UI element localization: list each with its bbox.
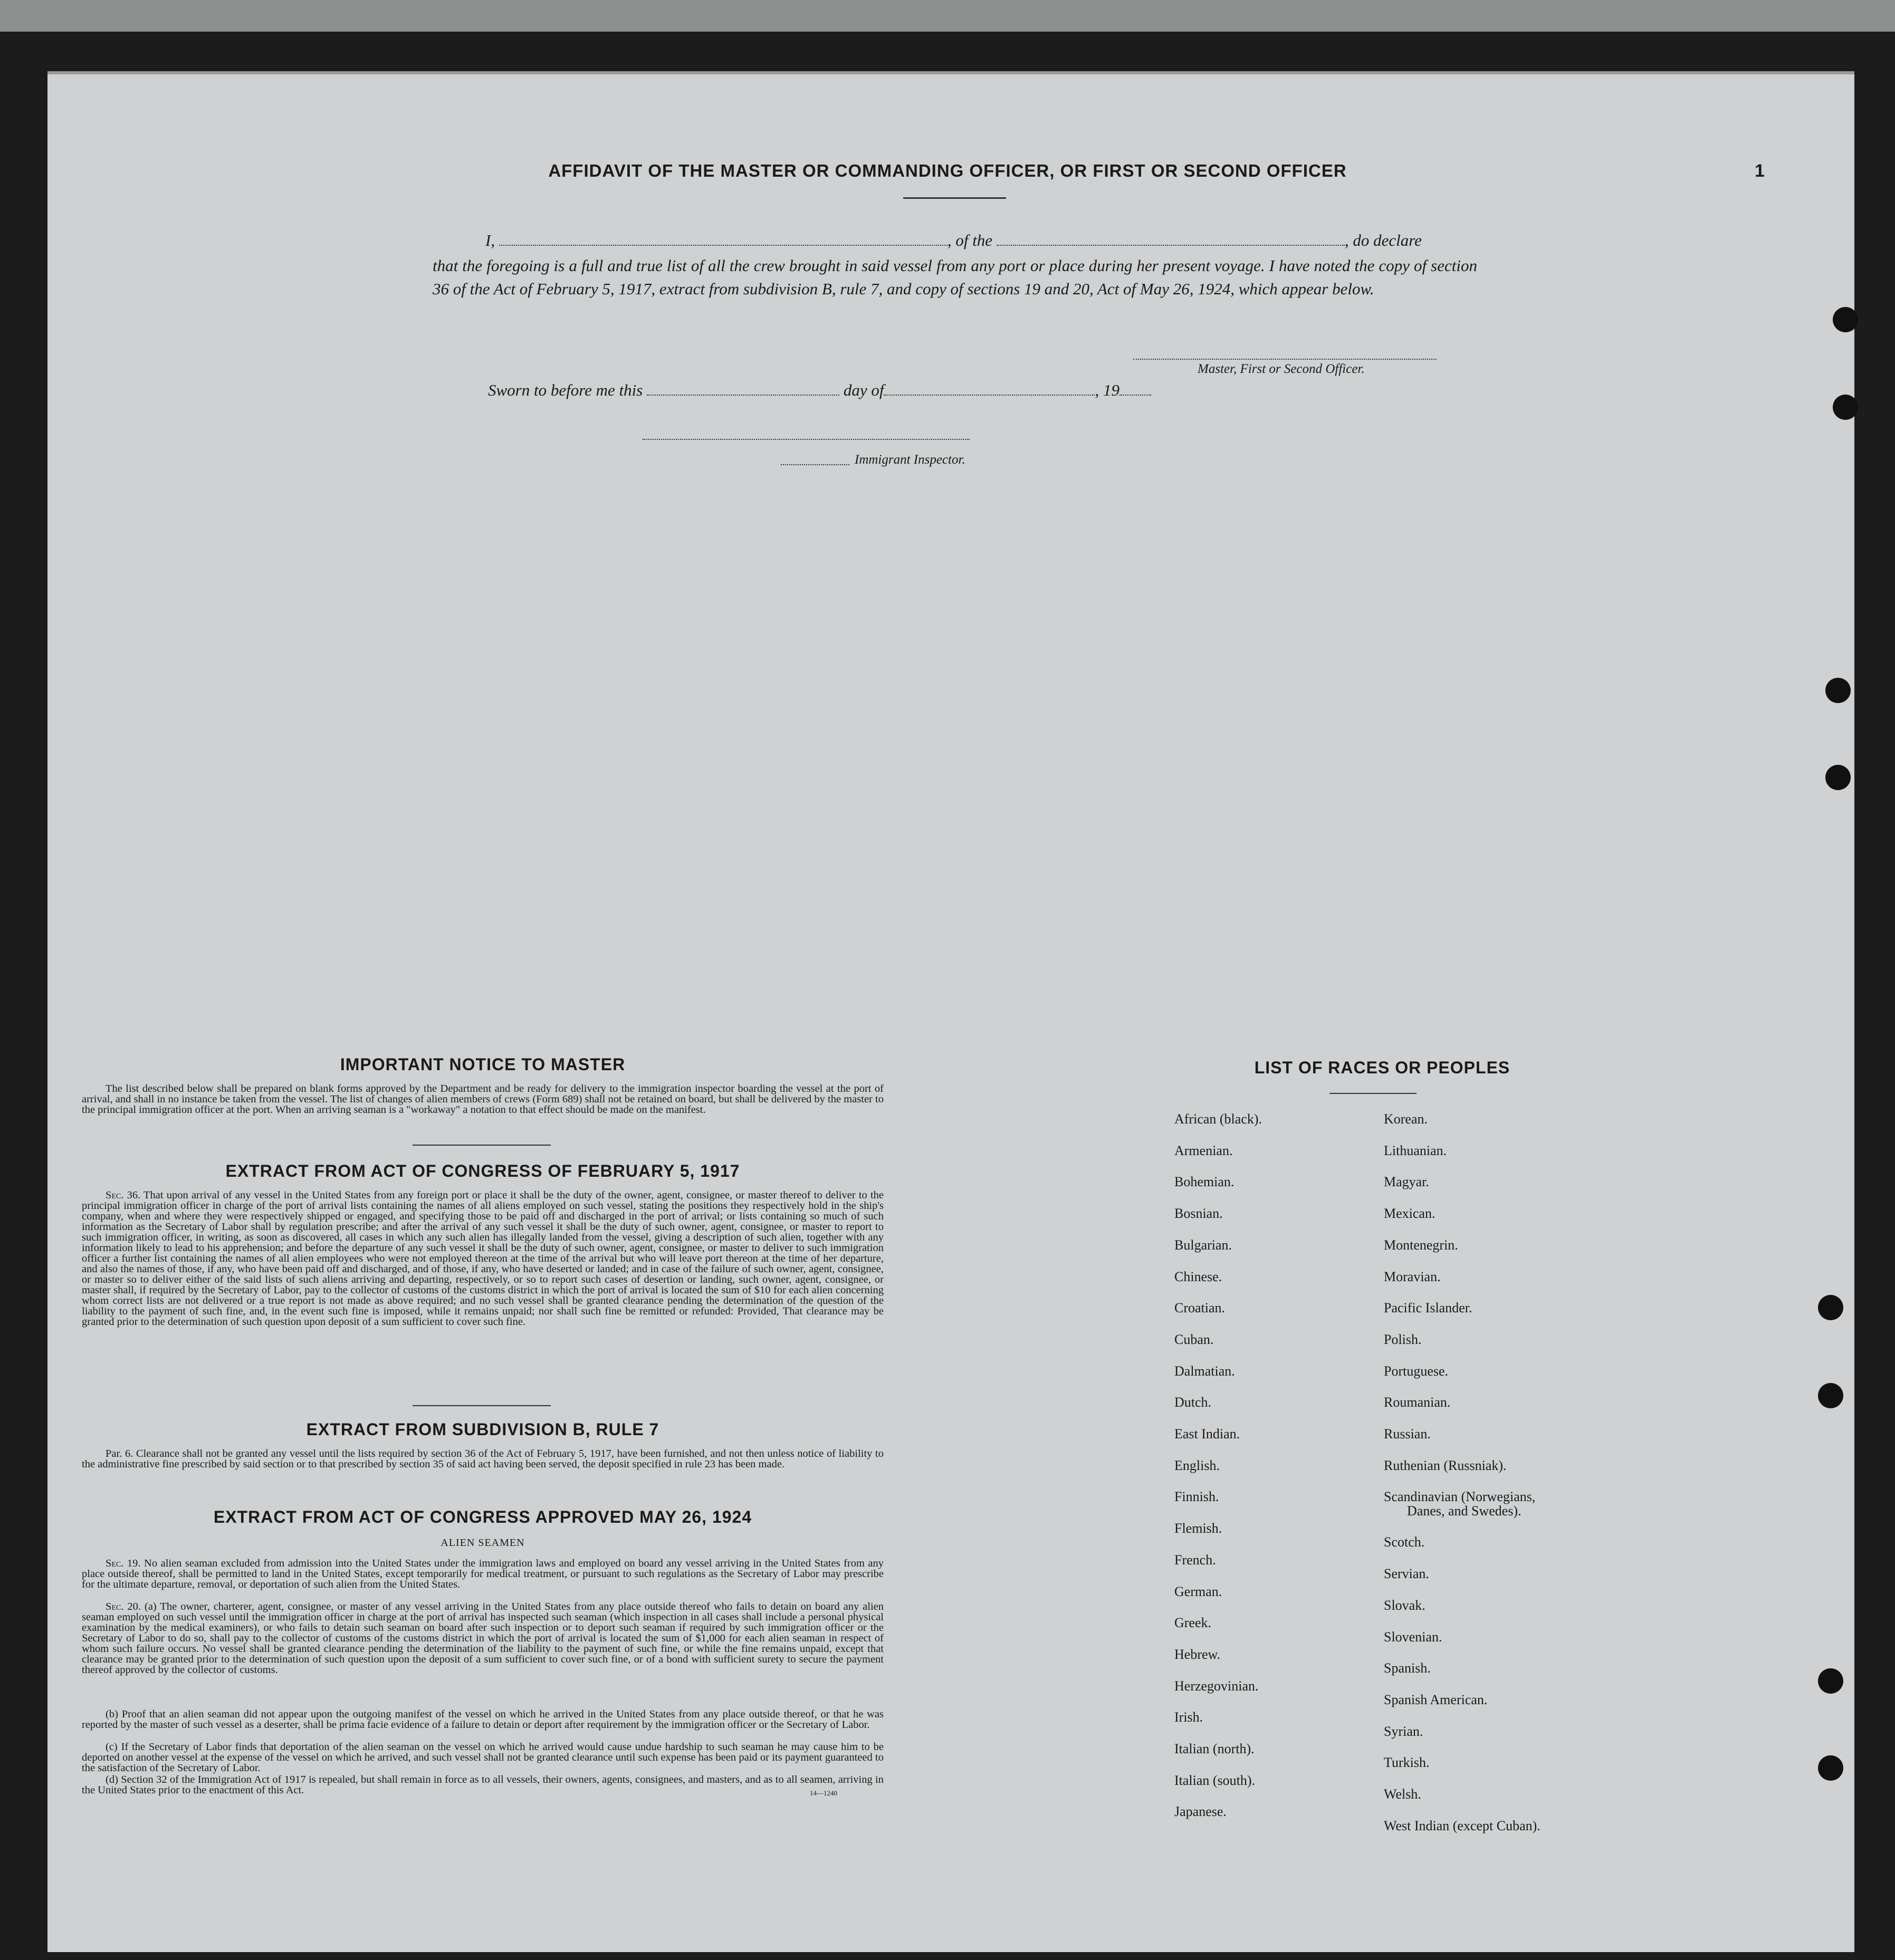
- races-title: LIST OF RACES OR PEOPLES: [1254, 1058, 1510, 1077]
- race-item: Italian (south).: [1174, 1772, 1256, 1788]
- vessel-prefix: , of the: [947, 231, 993, 249]
- affidavit-body: that the foregoing is a full and true list of all the crew brought in said vessel from any port or place during her present voyage. I have noted the copy of section 36 of the Act of February 5, 1917, extract from subdivision B, rule 7, and copy of sections 19 and 20, Act of May 26, 1924, which appear below.: [433, 256, 1477, 298]
- signature-label: Master, First or Second Officer.: [1198, 362, 1365, 376]
- sworn-year-prefix: , 19: [1095, 381, 1119, 399]
- race-item: Polish.: [1384, 1331, 1422, 1347]
- race-item: Croatian.: [1174, 1300, 1226, 1316]
- declaration-line: [485, 231, 1477, 250]
- page-marker: 1: [1755, 161, 1765, 181]
- sec-20c: (c) If the Secretary of Labor finds that deportation of the alien seaman on the vessel on which he arrived would cause undue hardship to such seaman he may cause him to be deported on another vessel at the expense of the vessel on which he arrived, and such vessel shall not be granted clearance until such expense has been paid or its payment guaranteed to the satisfaction of the Secretary of Labor.: [82, 1741, 884, 1774]
- race-item: Cuban.: [1174, 1331, 1214, 1347]
- race-item: Italian (north).: [1174, 1741, 1255, 1757]
- race-item: German.: [1174, 1583, 1222, 1599]
- race-item: Mexican.: [1384, 1206, 1435, 1222]
- race-item: Herzegovinian.: [1174, 1678, 1259, 1694]
- sec-20-label: Sec. 20.: [106, 1601, 141, 1612]
- rule7-body: Par. 6. Clearance shall not be granted any vessel until the lists required by section 36 of the Act of February 5, 1917, have been furnished, and not then unless notice of liability to the administrative fine prescribed by said section or to that prescribed by section 35 of said act having been served, the deposit specified in rule 23 has been made.: [82, 1448, 884, 1470]
- sec-20b: (b) Proof that an alien seaman did not appear upon the outgoing manifest of the vessel on which he arrived in the United States from any place outside thereof, or that he was reported by the master of such vessel as a deserter, shall be prima facie evidence of a failure to detain or deport after requirement by the immigration officer or the Secretary of Labor.: [82, 1708, 884, 1731]
- race-item: Japanese.: [1174, 1804, 1227, 1820]
- punch-hole: [1818, 1668, 1843, 1694]
- sworn-month-field[interactable]: [884, 383, 1095, 396]
- races-column-1: [1174, 1103, 1262, 1828]
- race-item: Slovenian.: [1384, 1629, 1442, 1645]
- race-item: Russian.: [1384, 1426, 1431, 1442]
- race-item: Magyar.: [1384, 1174, 1429, 1190]
- race-item: Bulgarian.: [1174, 1237, 1232, 1253]
- extract-1917-body: [82, 1190, 884, 1327]
- races-rule: [1329, 1093, 1417, 1094]
- declarant-name-field[interactable]: [499, 233, 947, 246]
- punch-hole: [1833, 395, 1858, 420]
- sworn-day-field[interactable]: [647, 383, 839, 396]
- race-item: Spanish American.: [1384, 1692, 1488, 1707]
- race-item: Greek.: [1174, 1615, 1212, 1631]
- extract-1924-title: EXTRACT FROM ACT OF CONGRESS APPROVED MAY 26, 1924: [213, 1507, 752, 1526]
- punch-hole: [1818, 1755, 1843, 1781]
- sec-36-text: That upon arrival of any vessel in the United States from any foreign port or place it shall be the duty of the owner, agent, consignee, or master thereof to deliver to the principal immigration officer in charge of the port of arrival lists containing the names of all aliens employed on such vessel, stating the positions they respectively hold in the ship's company, when and where they were respectively shipped or engaged, and specifying those to be paid off and discharged in the port of arrival; or lists containing so much of such information as the Secretary of Labor shall by regulation prescribe; and after the arrival of any such vessel it shall be the duty of such owner, agent, consignee, or master to report to such immigration officer, in writing, as soon as discovered, all cases in which any such alien has illegally landed from the vessel, giving a description of such alien, together with any information likely to lead to his apprehension; and before the departure of any such vessel it shall be the duty of such owner, agent, consignee, or master to deliver to such immigration officer a further list containing the names of all alien employees who were not employed thereon at the time of the arrival but who will leave port thereon at the time of her departure, and also the names of those, if any, who have been paid off and discharged, and of those, if any, who have deserted or landed; and in case of the failure of such owner, agent, consignee, or master so to deliver either of the said lists of such aliens arriving and departing, respectively, or so to report such cases of desertion or landing, such owner, agent, consignee, or master shall, if required by the Secretary of Labor, pay to the collector of customs of the customs district in which the port of arrival is located the sum of $10 for each alien concerning whom correct lists are not delivered or a true report is not made as above required; and no such vessel shall be granted clearance pending the determination of the question of the liability to the payment of such fine, and, in the event such fine is imposed, while it remains unpaid; nor shall such fine be remitted or refunded: Provided, That clearance may be granted prior to the determination of such question upon deposit of a sum sufficient to cover such fine.: [82, 1189, 884, 1328]
- race-item: Bohemian.: [1174, 1174, 1234, 1190]
- race-item: Pacific Islander.: [1384, 1300, 1472, 1316]
- sec-20d: (d) Section 32 of the Immigration Act of 1917 is repealed, but shall remain in force as to all vessels, their owners, agents, consignees, and masters, and as to all seamen, arriving in the United States prior to the enactment of this Act.: [82, 1774, 884, 1796]
- race-item: English.: [1174, 1457, 1220, 1473]
- sec-20a: [82, 1601, 884, 1675]
- race-item: Irish.: [1174, 1709, 1203, 1725]
- race-item: Chinese.: [1174, 1269, 1222, 1284]
- race-item: Turkish.: [1384, 1755, 1430, 1771]
- race-item: Spanish.: [1384, 1660, 1431, 1676]
- race-item: Bosnian.: [1174, 1206, 1223, 1222]
- punch-hole: [1833, 307, 1858, 332]
- extract-1917-rule: [413, 1405, 551, 1406]
- race-item: Flemish.: [1174, 1521, 1222, 1536]
- race-item: Roumanian.: [1384, 1395, 1451, 1410]
- notice-rule: [413, 1145, 551, 1146]
- affidavit-title: AFFIDAVIT OF THE MASTER OR COMMANDING OFFICER, OR FIRST OR SECOND OFFICER: [548, 161, 1347, 180]
- inspector-label: Immigrant Inspector.: [855, 453, 965, 467]
- race-item: East Indian.: [1174, 1426, 1240, 1442]
- race-item: Syrian.: [1384, 1723, 1423, 1739]
- race-item: Slovak.: [1384, 1597, 1425, 1613]
- race-item: Dutch.: [1174, 1395, 1212, 1410]
- sworn-day-of: day of: [843, 381, 884, 399]
- race-item: Korean.: [1384, 1111, 1428, 1127]
- race-item: Montenegrin.: [1384, 1237, 1458, 1253]
- race-item: Dalmatian.: [1174, 1363, 1235, 1379]
- race-item: Ruthenian (Russniak).: [1384, 1457, 1507, 1473]
- race-item: Lithuanian.: [1384, 1142, 1447, 1158]
- race-item: Armenian.: [1174, 1142, 1233, 1158]
- sworn-year-field[interactable]: [1119, 383, 1151, 396]
- sworn-prefix: Sworn to before me this: [488, 381, 643, 399]
- sec-19-label: Sec. 19.: [106, 1558, 141, 1569]
- notice-title: IMPORTANT NOTICE TO MASTER: [340, 1055, 626, 1074]
- race-item: Finnish.: [1174, 1489, 1219, 1505]
- scan-top-strip: [0, 0, 1895, 32]
- signature-line[interactable]: [1133, 359, 1437, 360]
- sec-36-label: Sec. 36.: [106, 1189, 141, 1201]
- race-item: Welsh.: [1384, 1786, 1421, 1802]
- race-item: Moravian.: [1384, 1269, 1441, 1284]
- rule7-title: EXTRACT FROM SUBDIVISION B, RULE 7: [306, 1420, 659, 1439]
- race-item: Portuguese.: [1384, 1363, 1449, 1379]
- notice-body: The list described below shall be prepared on blank forms approved by the Department and be ready for delivery to the immigration inspector boarding the vessel at the port of arrival, and shall in no instance be taken from the vessel. The list of changes of alien members of crews (Form 689) shall not be retained on board, but shall be delivered by the master to the principal immigration officer at the port. When an arriving seaman is a "workaway" a notation to that effect should be made on the manifest.: [82, 1083, 884, 1116]
- race-item: Scotch.: [1384, 1534, 1425, 1550]
- sworn-line: [488, 381, 1151, 400]
- title-rule: [903, 197, 1006, 199]
- sec-19-text: No alien seaman excluded from admission into the United States under the immigration laws and employed on board any vessel arriving in the United States from any place outside thereof, shall be permitted to land in the United States, except temporarily for medical treatment, or pursuant to such regulations as the Secretary of Labor may prescribe for the ultimate departure, removal, or deportation of such alien from the United States.: [82, 1558, 884, 1590]
- punch-hole: [1818, 1383, 1843, 1408]
- extract-1924-subtitle: ALIEN SEAMEN: [441, 1537, 525, 1549]
- races-column-2: [1384, 1103, 1540, 1841]
- punch-hole: [1825, 765, 1851, 790]
- race-item: African (black).: [1174, 1111, 1262, 1127]
- punch-hole: [1818, 1295, 1843, 1320]
- form-number: 14—1240: [810, 1789, 837, 1797]
- sec-20a-text: (a) The owner, charterer, agent, consignee, or master of any vessel arriving in the United States from any place outside thereof who fails to detain on board any alien seaman employed on such vessel until the immigration officer in charge at the port of arrival has inspected such seaman (which inspection in all cases shall include a personal physical examination by the medical examiners), or who fails to detain such seaman on board after such inspection or to deport such seaman if required by such immigration officer or the Secretary of Labor to do so, shall pay to the collector of customs of the customs district in which the port of arrival is located the sum of $1,000 for each alien seaman in respect of whom such failure occurs. No vessel shall be granted clearance pending the determination of the liability to the payment of such fine, or while the fine remains unpaid, except that clearance may be granted prior to the determination of such question upon the deposit of a sum sufficient to cover such fine, or of a bond with sufficient surety to secure the payment thereof approved by the collector of customs.: [82, 1601, 884, 1676]
- race-item: French.: [1174, 1552, 1216, 1568]
- race-item: Scandinavian (Norwegians,: [1384, 1489, 1536, 1505]
- race-item: West Indian (except Cuban).: [1384, 1818, 1540, 1833]
- declarant-prefix: I,: [485, 231, 495, 249]
- declare-suffix: , do declare: [1344, 231, 1422, 249]
- race-item: Servian.: [1384, 1566, 1429, 1582]
- punch-hole: [1825, 678, 1851, 703]
- vessel-name-field[interactable]: [997, 233, 1345, 246]
- race-item: Danes, and Swedes).: [1407, 1503, 1521, 1519]
- inspector-label-dots: [781, 464, 849, 465]
- race-item: Hebrew.: [1174, 1646, 1221, 1662]
- extract-1917-title: EXTRACT FROM ACT OF CONGRESS OF FEBRUARY 5, 1917: [225, 1161, 740, 1180]
- sec-19: [82, 1558, 884, 1590]
- inspector-signature-line[interactable]: [643, 439, 970, 440]
